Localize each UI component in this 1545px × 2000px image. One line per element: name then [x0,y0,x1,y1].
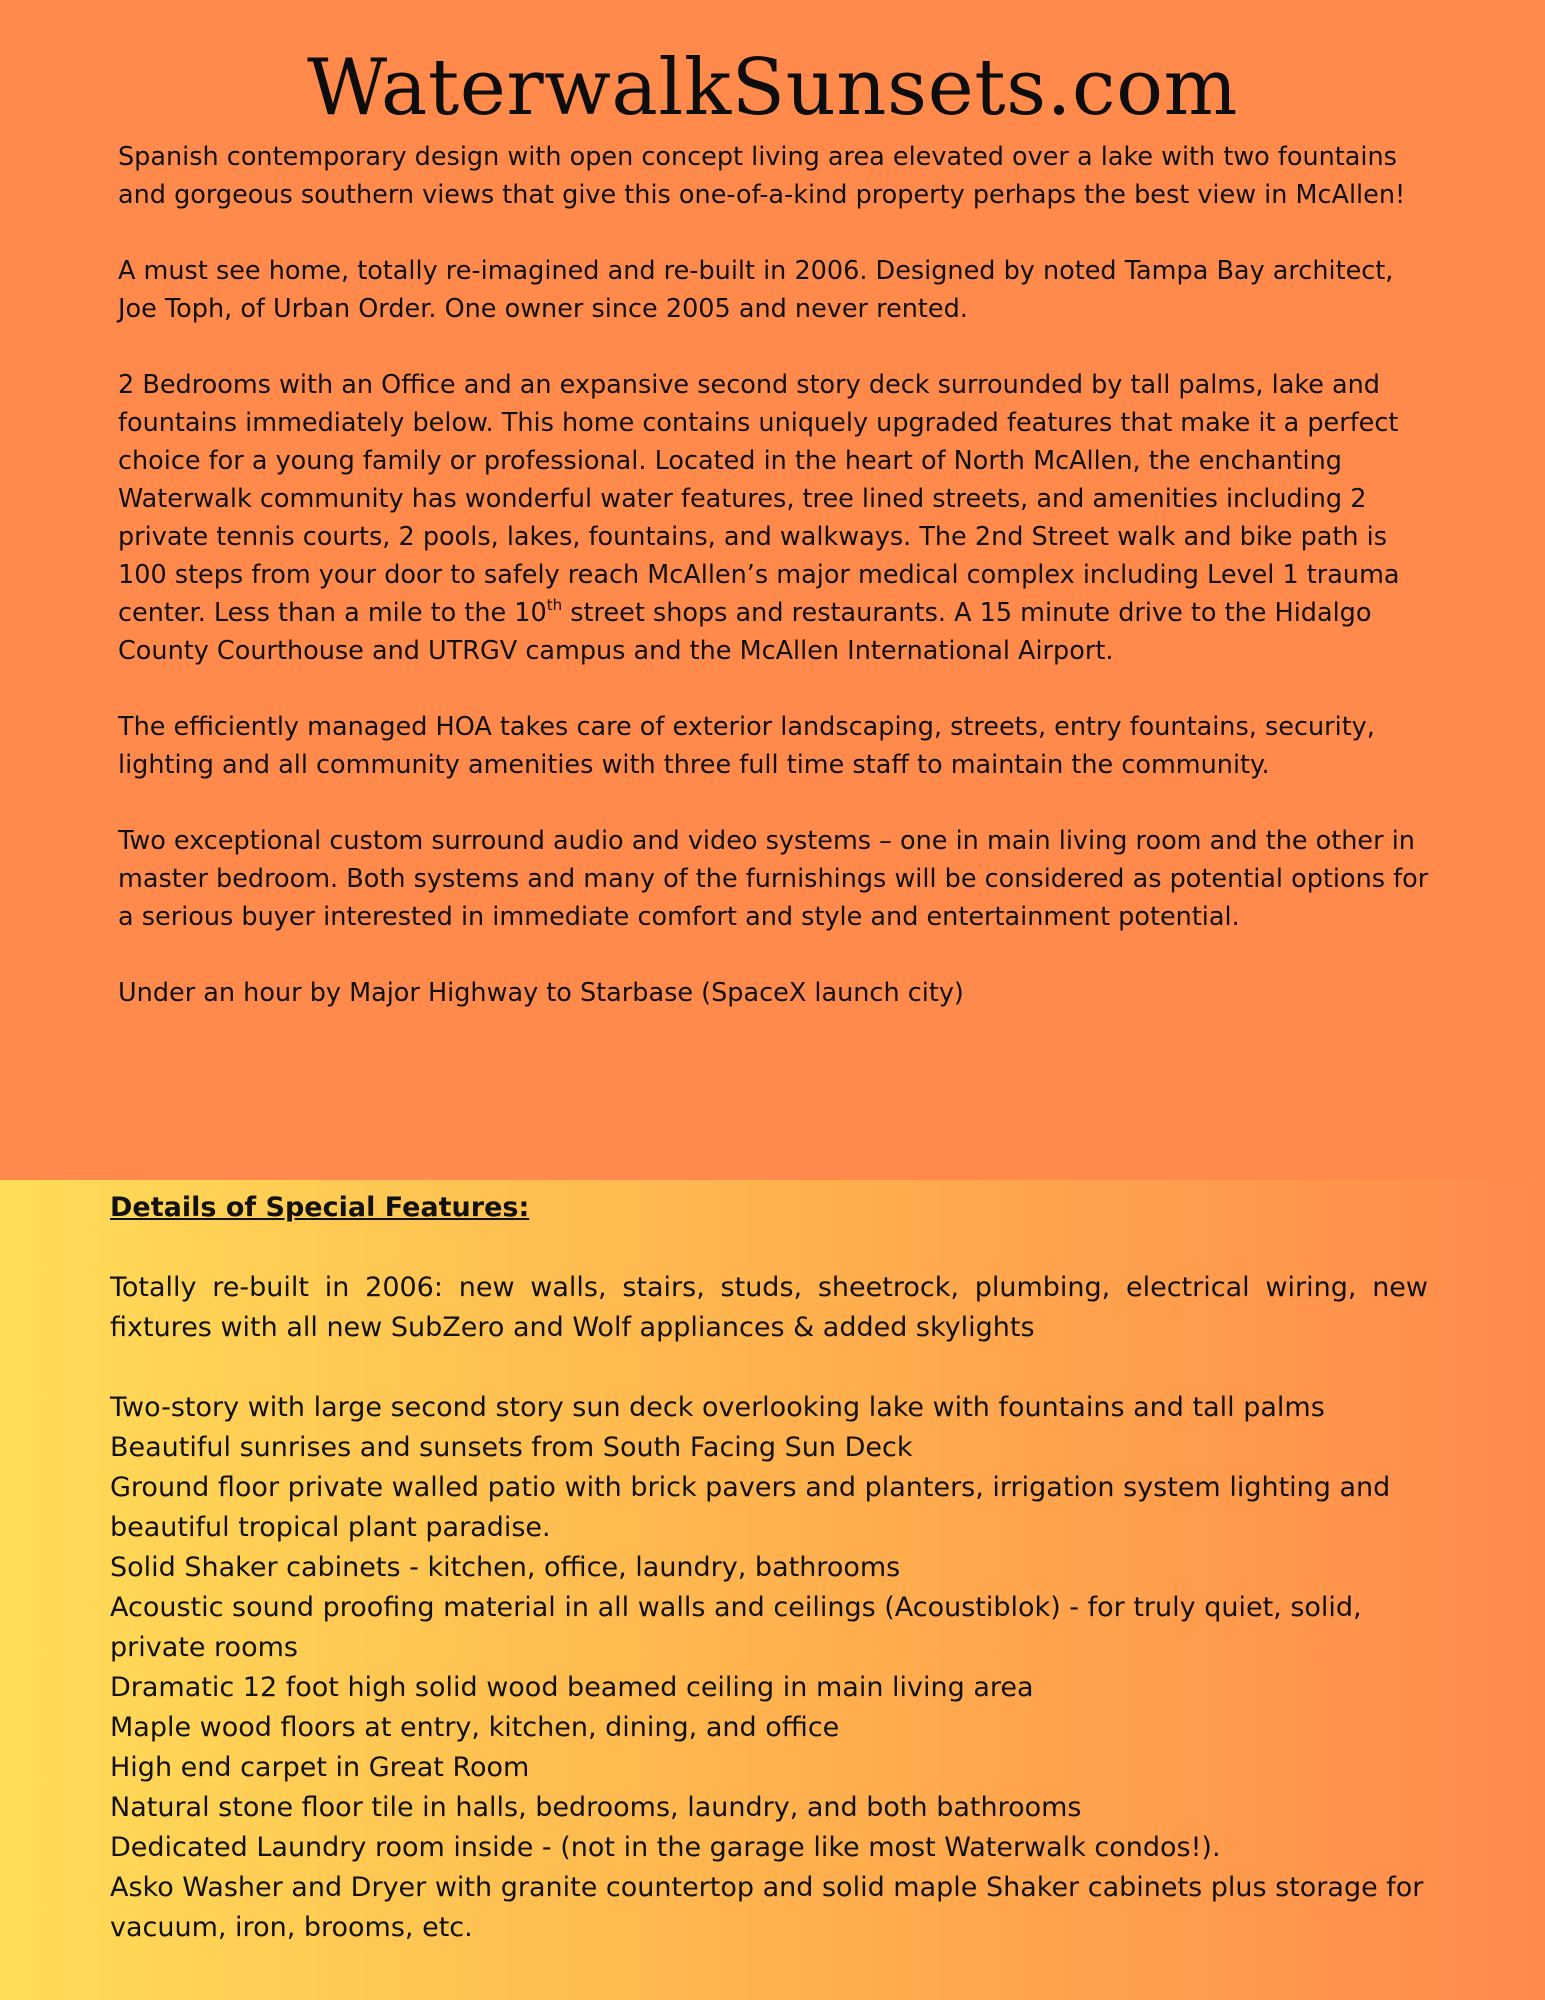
intro-section [118,138,1438,1050]
intro-paragraph-design: Spanish contemporary design with open concept living area elevated over a lake with two fountains and gorgeous southern views that give this one-of-a-kind property perhaps the best view in McAllen! [118,142,1406,210]
intro-paragraph-hoa: The efficiently managed HOA takes care of exterior landscaping, streets, entry fountains, security, lighting and all community amenities with three full time staff to maintain the community. [118,712,1375,780]
feature-item: Dedicated Laundry room inside - (not in the garage like most Waterwalk condos!). [110,1832,1221,1863]
features-rebuilt-paragraph: Totally re-built in 2006: new walls, stairs, studs, sheetrock, plumbing, electrical wiring, new fixtures with all new SubZero and Wolf appliances & added skylights [110,1272,1428,1343]
site-title: WaterwalkSunsets.com [306,43,1239,133]
ordinal-suffix: th [546,595,563,614]
intro-paragraph-starbase: Under an hour by Major Highway to Starbase (SpaceX launch city) [118,978,964,1008]
feature-item: Maple wood floors at entry, kitchen, dining, and office [110,1712,840,1743]
feature-item: Solid Shaker cabinets - kitchen, office, laundry, bathrooms [110,1552,901,1583]
feature-item: Beautiful sunrises and sunsets from South Facing Sun Deck [110,1432,913,1463]
feature-item: Ground floor private walled patio with brick pavers and planters, irrigation system lighting and beautiful tropical plant paradise. [110,1472,1391,1543]
feature-item: Acoustic sound proofing material in all walls and ceilings (Acoustiblok) - for truly quiet, solid, private rooms [110,1592,1362,1663]
feature-item: Natural stone floor tile in halls, bedrooms, laundry, and both bathrooms [110,1792,1082,1823]
intro-paragraph-rebuilt: A must see home, totally re-imagined and re-built in 2006. Designed by noted Tampa Bay architect, Joe Toph, of Urban Order. One owner since 2005 and never rented. [118,256,1394,324]
feature-list [110,1388,1428,1948]
feature-item: High end carpet in Great Room [110,1752,530,1783]
intro-paragraph-location [118,366,1438,670]
feature-item: Two-story with large second story sun deck overlooking lake with fountains and tall palms [110,1392,1325,1423]
location-text-end: street shops and restaurants. A 15 minute drive to the Hidalgo County Courthouse and UTRGV campus and the McAllen International Airport. [118,598,1372,666]
features-heading: Details of Special Features: [110,1192,530,1223]
location-text-start: 2 Bedrooms with an Office and an expansive second story deck surrounded by tall palms, lake and fountains immediately below. This home contains uniquely upgraded features that make it a perfect choice for a young family or professional. Located in the heart of North McAllen, the enchanting Waterwalk community has wonderful water features, tree lined streets, and amenities including 2 private tennis courts, 2 pools, lakes, fountains, and walkways. The 2nd Street walk and bike path is 100 steps from your door to safely reach McAllen’s major medical complex including Level 1 trauma center. Less than a mile to the 10 [118,370,1400,628]
feature-item: Asko Washer and Dryer with granite countertop and solid maple Shaker cabinets plus storage for vacuum, iron, brooms, etc. [110,1872,1424,1943]
features-section [110,1188,1428,1948]
intro-paragraph-audio-video: Two exceptional custom surround audio and video systems – one in main living room and the other in master bedroom. Both systems and many of the furnishings will be considered as potential options for a serious buyer interested in immediate comfort and style and entertainment potential. [118,826,1429,932]
feature-item: Dramatic 12 foot high solid wood beamed ceiling in main living area [110,1672,1034,1703]
